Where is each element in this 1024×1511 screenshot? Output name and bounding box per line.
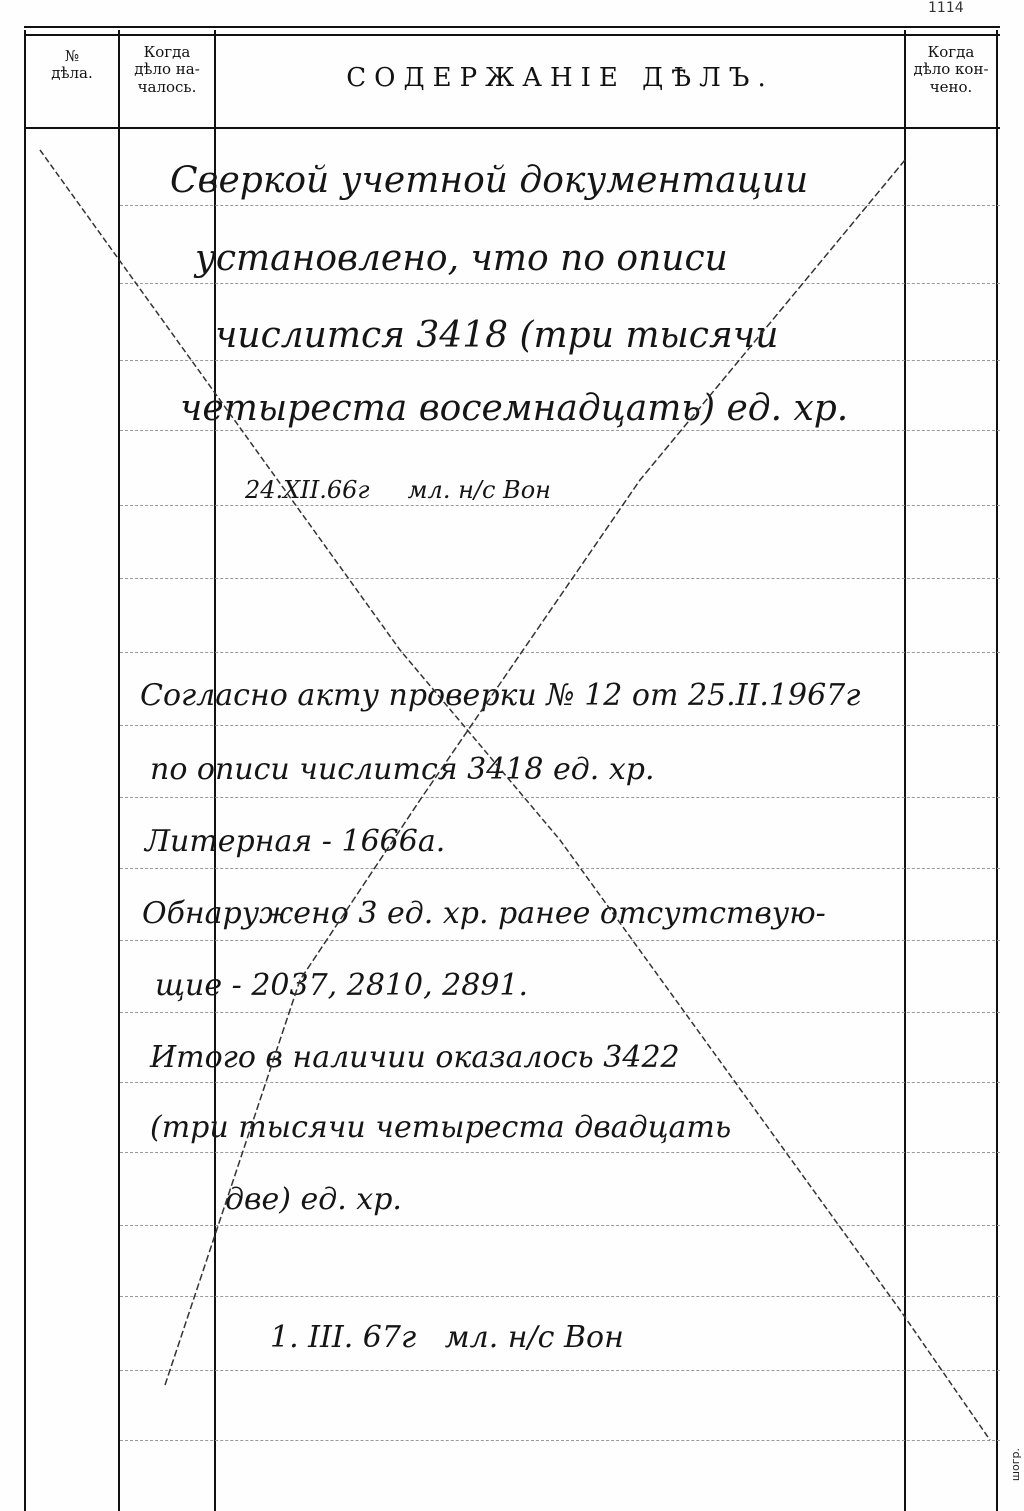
entry1-line: Сверкой учетной документации (170, 160, 809, 201)
header-date-finished: Когда дѣло кон- чено. (913, 43, 989, 96)
entry2-line: щие - 2037, 2810, 2891. (155, 968, 529, 1003)
entry1-line: установлено, что по описи (195, 238, 728, 279)
header-contents-title: СОДЕРЖАНІЕ ДѢЛЪ. (346, 63, 774, 93)
header-case-number: № дѣла. (51, 47, 93, 83)
entry1-signature: 24.XII.66г мл. н/с Вон (245, 476, 551, 504)
header-date-started: Когда дѣло на- чалось. (134, 43, 200, 96)
entry2-signature: 1. III. 67г мл. н/с Вон (270, 1320, 624, 1355)
side-stamp-text: шогр. (1009, 1447, 1022, 1481)
entry2-line: по описи числится 3418 ед. хр. (150, 752, 655, 787)
entry2-line: Итого в наличии оказалось 3422 (150, 1040, 680, 1075)
entry2-line: Литерная - 1666а. (145, 824, 446, 859)
entry1-line: четыреста восемнадцать) ед. хр. (180, 388, 849, 429)
entry2-line: Согласно акту проверки № 12 от 25.II.1967г (140, 678, 861, 713)
entry2-line: две) ед. хр. (225, 1182, 402, 1217)
entry1-line: числится 3418 (три тысячи (215, 315, 779, 356)
entry2-line: (три тысячи четыреста двадцать (150, 1110, 732, 1145)
entry2-line: Обнаружено 3 ед. хр. ранее отсутствую- (142, 896, 826, 931)
page-number-mark: 1114 (928, 0, 964, 16)
